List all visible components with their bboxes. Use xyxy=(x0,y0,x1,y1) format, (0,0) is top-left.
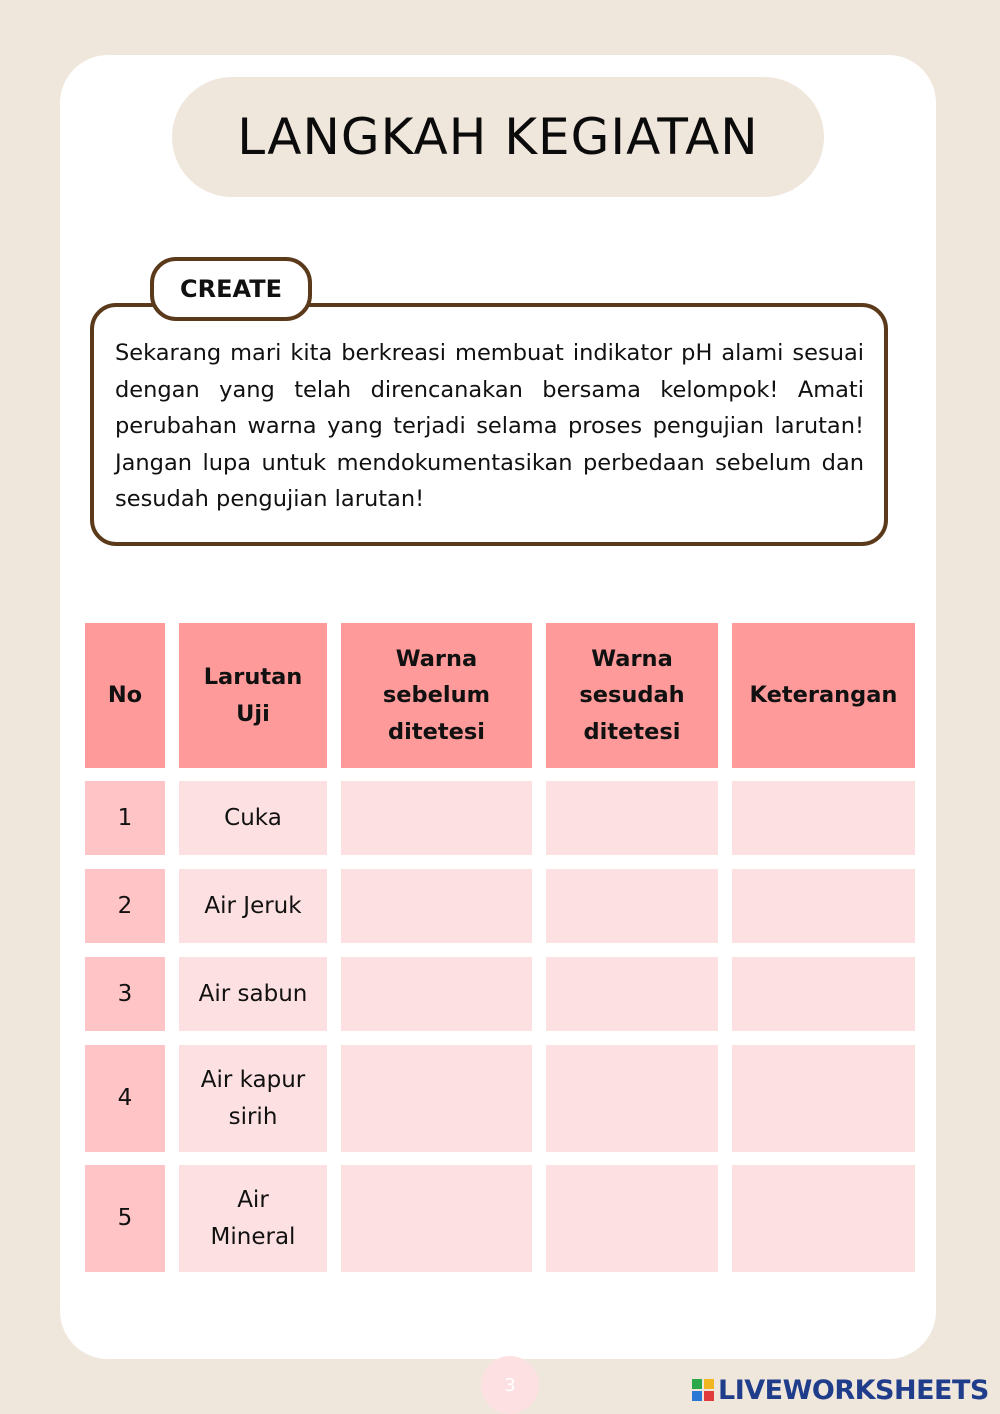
page-number: 3 xyxy=(481,1356,539,1414)
header-warna-sesudah xyxy=(546,623,718,768)
header-larutan-uji xyxy=(179,623,327,768)
liveworksheets-wordmark: LIVEWORKSHEETS xyxy=(718,1374,989,1406)
header-keterangan-label: Keterangan xyxy=(749,682,898,709)
liveworksheets-logo xyxy=(692,1372,989,1408)
row-3-keterangan-input[interactable] xyxy=(732,957,915,1031)
header-no-label: No xyxy=(107,682,143,709)
row-1-warna-sesudah-input[interactable] xyxy=(546,781,718,855)
solution-name: Air kapur sirih xyxy=(200,1067,306,1130)
row-3-warna-sebelum-input[interactable] xyxy=(341,957,532,1031)
header-no xyxy=(85,623,165,768)
row-4-no xyxy=(85,1045,165,1152)
page-title: LANGKAH KEGIATAN xyxy=(237,108,759,166)
row-number: 2 xyxy=(117,892,133,919)
liveworksheets-icon xyxy=(692,1379,714,1401)
row-1-larutan xyxy=(179,781,327,855)
row-number: 4 xyxy=(117,1085,133,1112)
row-2-keterangan-input[interactable] xyxy=(732,869,915,943)
row-2-warna-sesudah-input[interactable] xyxy=(546,869,718,943)
row-3-larutan xyxy=(179,957,327,1031)
header-warna-sesudah-label: Warna sesudah ditetesi xyxy=(579,645,685,745)
row-4-warna-sesudah-input[interactable] xyxy=(546,1045,718,1152)
create-instructions: Sekarang mari kita berkreasi membuat indikator pH alami sesuai dengan yang telah direncanakan bersama kelompok! Amati perubahan warna yang terjadi selama proses pengujian larutan! Jangan lupa untuk mendokumentasikan perbedaan sebelum dan sesudah pengujian larutan! xyxy=(115,340,864,512)
header-warna-sebelum-label: Warna sebelum ditetesi xyxy=(382,645,491,745)
row-number: 5 xyxy=(117,1205,133,1232)
row-3-warna-sesudah-input[interactable] xyxy=(546,957,718,1031)
row-4-warna-sebelum-input[interactable] xyxy=(341,1045,532,1152)
row-5-warna-sesudah-input[interactable] xyxy=(546,1165,718,1272)
row-5-keterangan-input[interactable] xyxy=(732,1165,915,1272)
solution-name: Air Jeruk xyxy=(204,892,302,919)
row-number: 1 xyxy=(117,804,133,831)
row-4-keterangan-input[interactable] xyxy=(732,1045,915,1152)
row-number: 3 xyxy=(117,980,133,1007)
row-2-warna-sebelum-input[interactable] xyxy=(341,869,532,943)
header-keterangan xyxy=(732,623,915,768)
solution-name: Cuka xyxy=(224,804,282,831)
row-4-larutan xyxy=(179,1045,327,1152)
row-5-warna-sebelum-input[interactable] xyxy=(341,1165,532,1272)
header-warna-sebelum xyxy=(341,623,532,768)
row-2-larutan xyxy=(179,869,327,943)
create-tab-label: CREATE xyxy=(180,275,282,303)
title-banner xyxy=(172,77,824,197)
row-1-keterangan-input[interactable] xyxy=(732,781,915,855)
create-tab xyxy=(150,257,312,321)
row-1-no xyxy=(85,781,165,855)
solution-name: Air Mineral xyxy=(210,1187,296,1250)
header-larutan-uji-label: Larutan Uji xyxy=(203,664,303,727)
row-5-larutan xyxy=(179,1165,327,1272)
row-3-no xyxy=(85,957,165,1031)
row-1-warna-sebelum-input[interactable] xyxy=(341,781,532,855)
solution-name: Air sabun xyxy=(198,980,308,1007)
row-5-no xyxy=(85,1165,165,1272)
row-2-no xyxy=(85,869,165,943)
